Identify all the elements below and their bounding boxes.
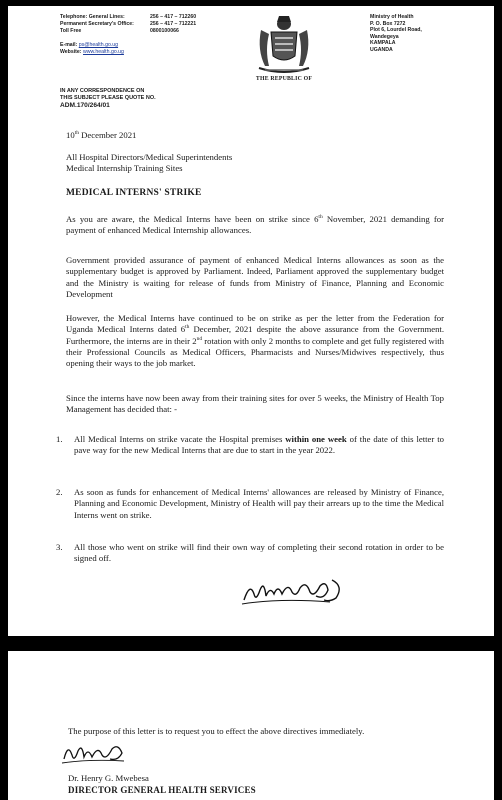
item-number: 2. <box>56 487 63 497</box>
p1-text-b: November, 2021 demanding for payment of enhanced Medical Internship allowances. <box>66 214 444 236</box>
p3-text: However, the Medical Interns have continued to be on strike as per the letter from the Federation for Uganda Medical Interns dated 6 <box>66 313 444 335</box>
address-line: P. O. Box 7272 <box>370 20 406 27</box>
p1-sup: th <box>318 214 323 221</box>
paragraph-1 <box>66 214 444 237</box>
p3-sup: nd <box>196 335 203 342</box>
addressee-line: All Hospital Directors/Medical Superintendents <box>66 152 233 162</box>
website-label: Website: <box>60 49 82 55</box>
signatory-title: DIRECTOR GENERAL HEALTH SERVICES <box>68 785 256 795</box>
date-sup: th <box>74 130 79 137</box>
website-link[interactable]: www.health.go.ug <box>82 49 124 55</box>
ps-value: 256 – 417 – 712221 <box>150 21 197 27</box>
coat-of-arms-emblem <box>253 10 315 76</box>
date-day: 10 <box>66 130 75 140</box>
item-number: 1. <box>56 434 63 444</box>
letter-page-2 <box>8 651 494 800</box>
correspondence-line: IN ANY CORRESPONDENCE ON <box>60 88 145 94</box>
address-line: Ministry of Health <box>370 14 414 20</box>
subject-heading: MEDICAL INTERNS' STRIKE <box>66 188 202 198</box>
directive-item <box>56 542 444 565</box>
contact-block <box>60 14 196 56</box>
signature-image <box>240 572 350 608</box>
phone-label: Telephone: General Lines: <box>60 14 125 20</box>
item-text: As soon as funds for enhancement of Medical Interns' allowances are released by Ministry of Finance, Planning and Economic Development, Ministry of Health will pay their arrears up to the time the Medical Interns went on strike. <box>74 487 444 520</box>
phone-value: 256 – 417 – 712260 <box>150 14 197 20</box>
paragraph-4: Since the interns have now been away from their training sites for over 5 weeks, the Ministry of Health Top Management has decided that: - <box>66 393 444 415</box>
directive-item <box>56 434 444 457</box>
tollfree-label: Toll Free <box>60 28 82 34</box>
item-text-b: of the date of this letter to pave way for the new Medical Interns that are due to start in the year 2022. <box>74 434 444 456</box>
signature-image <box>60 737 130 767</box>
address-line: UGANDA <box>370 46 393 53</box>
address-line: KAMPALA <box>370 40 396 47</box>
addressee-line: Medical Internship Training Sites <box>66 163 183 174</box>
letter-date <box>66 130 444 141</box>
p3-sup: th <box>185 324 190 331</box>
addressee <box>66 152 444 175</box>
email-label: E-mail: <box>60 42 78 48</box>
letter-page-1 <box>8 6 494 636</box>
email-link[interactable]: ps@health.go.ug <box>78 42 119 48</box>
republic-label: THE REPUBLIC OF <box>255 76 313 82</box>
reference-number: ADM.170/264/01 <box>60 102 110 109</box>
date-rest: December 2021 <box>78 130 137 140</box>
paragraph-3 <box>66 313 444 369</box>
address-line: Wandegeya <box>370 33 399 40</box>
correspondence-line: THIS SUBJECT PLEASE QUOTE NO. <box>60 95 156 101</box>
p3-text-c: rotation with only 2 months to complete and get fully registered with their Professional Councils as Medical Officers, Pharmacists and Nurses/Midwives respectively, thus opening their ways to the job market. <box>66 335 444 369</box>
p1-text: As you are aware, the Medical Interns have been on strike since 6 <box>66 214 319 224</box>
tollfree-value: 0800100066 <box>150 28 179 34</box>
closing-statement: The purpose of this letter is to request you to effect the above directives immediately. <box>68 726 365 736</box>
item-text: All those who went on strike will find their own way of completing their second rotation in order to be signed off. <box>74 542 444 564</box>
address-block <box>370 14 422 54</box>
p3-text-b: December, 2021 despite the above assurance from the Government. Furthermore, the interns are in their 2 <box>66 324 445 346</box>
signatory-name: Dr. Henry G. Mwebesa <box>68 773 149 783</box>
item-text-bold: within one week <box>285 434 347 444</box>
item-text-a: All Medical Interns on strike vacate the Hospital premises <box>74 434 286 444</box>
item-text <box>74 434 444 457</box>
directive-item <box>56 487 444 521</box>
address-line: Plot 6, Lourdel Road, <box>370 27 422 34</box>
item-number: 3. <box>56 542 63 552</box>
paragraph-2: Government provided assurance of payment of enhanced Medical Interns allowances as soon as the supplementary budget is approved by Parliament. Indeed, Parliament approved the supplementary budget and the Ministry is waiting for release of funds from Ministry of Finance, Planning and Economic Development <box>66 255 444 299</box>
correspondence-note <box>60 88 156 102</box>
ps-label: Permanent Secretary's Office: <box>60 21 134 27</box>
